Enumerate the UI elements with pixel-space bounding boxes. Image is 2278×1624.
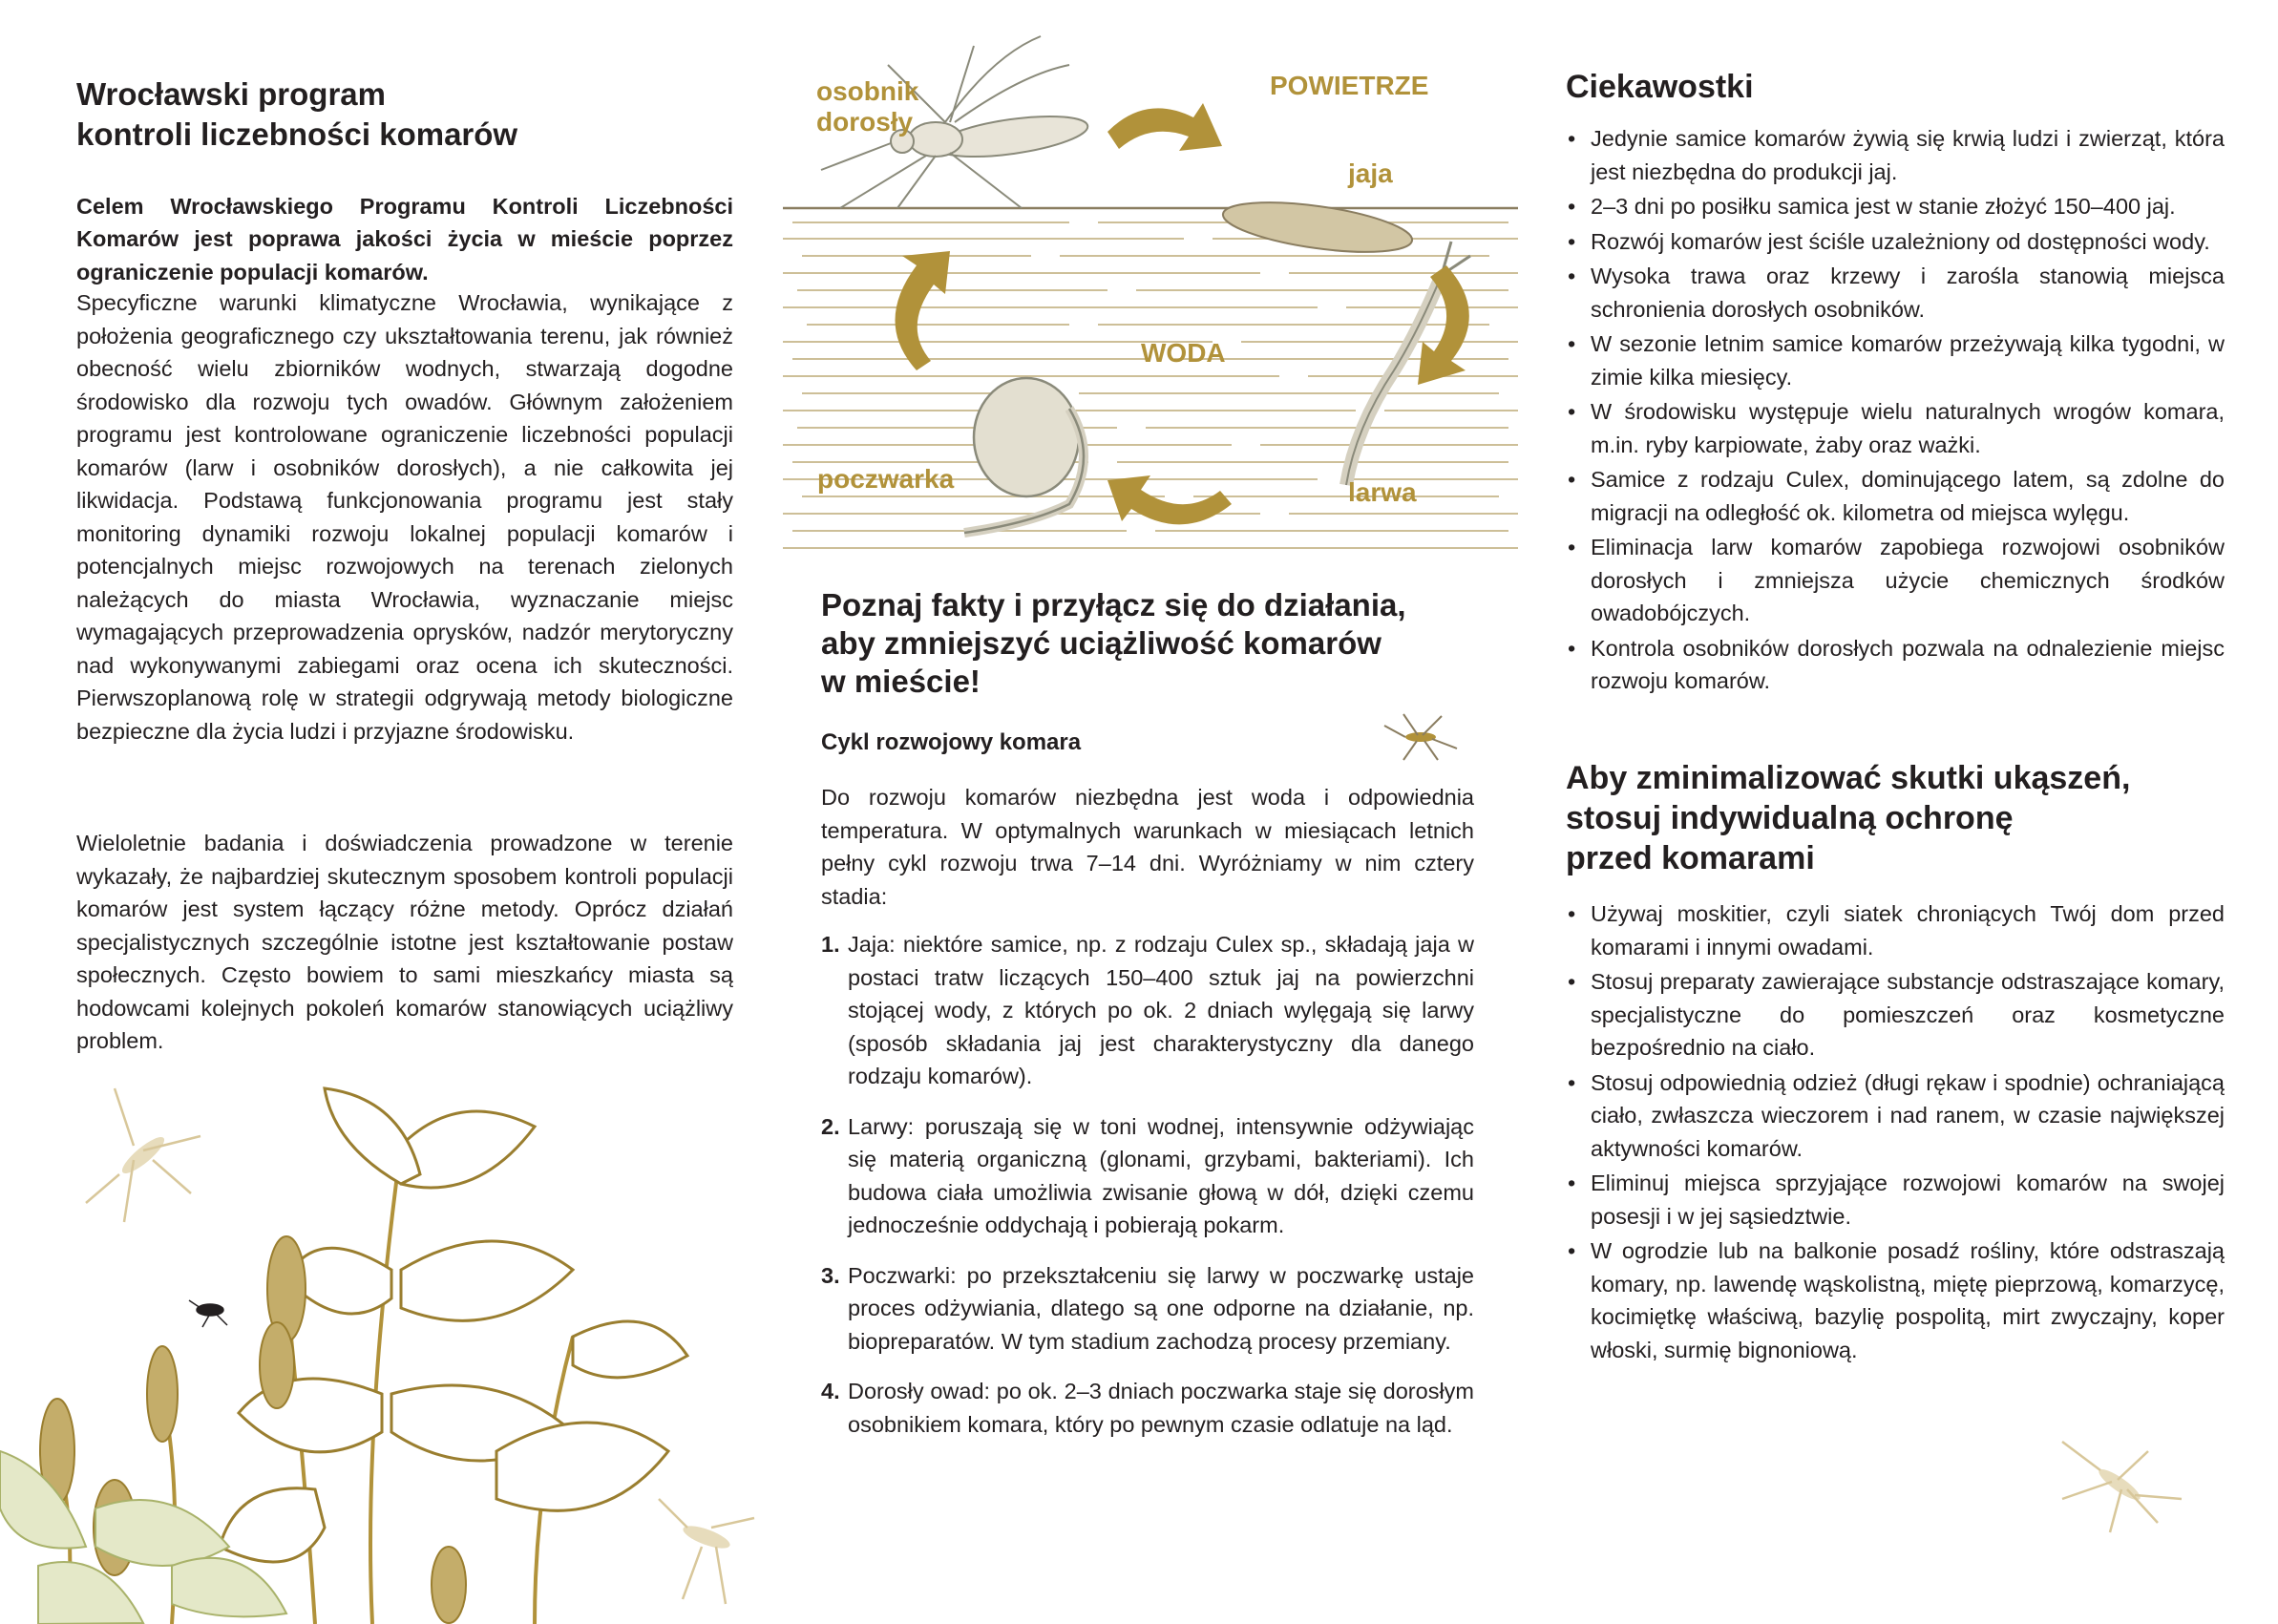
label-adult-line2: dorosły (816, 107, 914, 137)
bullet: • (1568, 331, 1576, 356)
label-eggs: jaja (1348, 158, 1393, 188)
program-paragraph-1: Specyficzne warunki klimatyczne Wrocławia, wynikające z położenia geograficznego czy ukształtowania terenu, jak również obecność wielu zbiorników wodnych, stwarzają dogodne środowisko dla rozwoju tych owadów. Głównym założeniem programu jest kontrolowane ograniczenie liczebności populacji komarów (larw i osobników dorosłych), a nie całkowita jej likwidacja. Podstawą funkcjonowania programu jest stały monitoring dynamiki rozwoju lokalnej populacji komarów i potencjalnych miejsc rozwojowych na terenach zielonych należących do miasta Wrocławia, wyznaczanie miejsc wymagających przeprowadzenia oprysków, nadzór merytoryczny nad wykonywanymi zabiegami oraz ocena ich skuteczności. Pierwszoplanową rolę w strategii odgrywają metody biologiczne bezpieczne dla życia ludzi i przyjazne środowisku. (76, 290, 733, 744)
protection-text: Eliminuj miejsca sprzyjające rozwojowi komarów na swojej posesji i w jej sąsiedztwie. (1591, 1171, 2225, 1229)
program-title-line2: kontroli liczebności komarów (76, 116, 518, 152)
program-lead: Celem Wrocławskiego Programu Kontroli Liczebności Komarów jest poprawa jakości życia w mieście poprzez ograniczenie populacji komarów. (76, 193, 733, 285)
list-item (1566, 327, 2225, 393)
bullet: • (1568, 1238, 1576, 1263)
list-item (1566, 1167, 2225, 1233)
list-item (1566, 463, 2225, 529)
action-title-line1: Poznaj fakty i przyłącz się do działania, (821, 587, 1406, 622)
bullet: • (1568, 635, 1576, 661)
list-item (1566, 632, 2225, 698)
pupa-drawing (964, 378, 1084, 533)
list-item (1566, 965, 2225, 1065)
arrow-larva-to-pupa (1107, 475, 1232, 524)
arrow-pupa-to-adult (896, 251, 951, 370)
list-item (821, 1110, 1474, 1242)
protection-title-line1: Aby zminimalizować skutki ukąszeń, (1566, 760, 2131, 796)
protection-text: Używaj moskitier, czyli siatek chroniących Twój dom przed komarami i innymi owadami. (1591, 901, 2225, 960)
lifecycle-diagram (783, 27, 1518, 561)
stage-text: Jaja: niektóre samice, np. z rodzaju Culex sp., składają jaja w postaci tratw liczących 150–400 sztuk jaj na powierzchni stojącej wody, z których po ok. 2 dniach wylęgają się larwy (sposób składania jaj jest charakterystyczny dla danego rodzaju komarów). (848, 932, 1474, 1088)
bullet: • (1568, 194, 1576, 219)
lifecycle-intro: Do rozwoju komarów niezbędna jest woda i odpowiednia temperatura. W optymalnych warunkach w miesiącach letnich pełny cykl rozwoju trwa 7–14 dni. Wyróżniamy w nim cztery stadia: (821, 785, 1474, 909)
protection-title-line3: przed komarami (1566, 840, 1815, 876)
protection-title (1566, 758, 2130, 878)
bullet: • (1568, 399, 1576, 424)
action-title-line2: aby zmniejszyć uciążliwość komarów (821, 625, 1382, 661)
fact-text: Samice z rodzaju Culex, dominującego latem, są zdolne do migracji na odległość ok. kilometra od miejsca wylęgu. (1591, 467, 2225, 525)
stage-text: Larwy: poruszają się w toni wodnej, intensywnie odżywiając się materią organiczną (glonami, grzybami, bakteriami). Ich budowa ciała umożliwia zwisanie głową w dół, dzięki czemu jednocześnie oddychają i pobierają pokarm. (848, 1113, 1474, 1237)
protection-text: W ogrodzie lub na balkonie posadź rośliny, które odstraszają komary, np. lawendę wąskolistną, miętę pieprzową, komarzycę, kocimiętkę właściwą, bazylię pospolitą, mirt zwyczajny, koper włoski, surmię bignoniową. (1591, 1238, 2225, 1362)
bullet: • (1568, 126, 1576, 151)
stages-list (821, 928, 1474, 1458)
fact-text: W środowisku występuje wielu naturalnych wrogów komara, m.in. ryby karpiowate, żaby oraz ważki. (1591, 399, 2225, 457)
fact-text: Rozwój komarów jest ściśle uzależniony od dostępności wody. (1591, 228, 2210, 254)
list-item (1566, 897, 2225, 963)
facts-list (1566, 122, 2225, 700)
stage-number: 1. (821, 932, 840, 957)
bullet: • (1568, 264, 1576, 288)
list-item (1566, 395, 2225, 461)
lifecycle-subtitle: Cykl rozwojowy komara (821, 729, 1082, 755)
bullet: • (1568, 535, 1576, 559)
mosquito-icon (86, 1088, 200, 1222)
fact-text: Eliminacja larw komarów zapobiega rozwojowi osobników dorosłych i zmniejsza użycie chemicznych środków owadobójczych. (1591, 535, 2225, 625)
protection-text: Stosuj odpowiednią odzież (długi rękaw i spodnie) ochraniającą ciało, zwłaszcza wieczorem i nad ranem, w czasie największej aktywności komarów. (1591, 1069, 2225, 1161)
list-item (1566, 225, 2225, 259)
label-pupa: poczwarka (817, 464, 955, 494)
label-adult-line1: osobnik (816, 76, 919, 106)
label-air: POWIETRZE (1270, 71, 1429, 100)
list-item (821, 1375, 1474, 1441)
fact-text: W sezonie letnim samice komarów przeżywają kilka tygodni, w zimie kilka miesięcy. (1591, 331, 2225, 390)
list-item (1566, 260, 2225, 326)
program-title-line1: Wrocławski program (76, 76, 386, 112)
fact-text: 2–3 dni po posiłku samica jest w stanie złożyć 150–400 jaj. (1591, 194, 2176, 219)
label-adult (816, 76, 918, 137)
bullet: • (1568, 228, 1576, 254)
action-title (821, 586, 1470, 701)
protection-title-line2: stosuj indywidualną ochronę (1566, 800, 2014, 836)
plants-illustration (0, 1050, 764, 1624)
mosquito-icon (1375, 707, 1461, 764)
bullet: • (1568, 901, 1576, 926)
fact-text: Kontrola osobników dorosłych pozwala na odnalezienie miejsc rozwoju komarów. (1591, 635, 2225, 693)
bullet: • (1568, 467, 1576, 492)
list-item (1566, 531, 2225, 630)
stage-number: 2. (821, 1113, 840, 1139)
fact-text: Jedynie samice komarów żywią się krwią ludzi i zwierząt, która jest niezbędna do produkcji jaj. (1591, 126, 2225, 184)
stage-text: Dorosły owad: po ok. 2–3 dniach poczwarka staje się dorosłym osobnikiem komara, który po pewnym czasie odlatuje na ląd. (848, 1379, 1474, 1437)
protection-text: Stosuj preparaty zawierające substancje odstraszające komary, specjalistyczne do pomieszczeń oraz kosmetyczne bezpośrednio na ciało. (1591, 969, 2225, 1060)
list-item (821, 928, 1474, 1093)
list-item (1566, 1066, 2225, 1166)
mosquito-icon (659, 1499, 754, 1604)
arrow-adult-to-eggs (1107, 103, 1222, 151)
program-title (76, 74, 517, 155)
bullet: • (1568, 1171, 1576, 1195)
stage-number: 3. (821, 1262, 840, 1288)
stage-text: Poczwarki: po przekształceniu się larwy w poczwarkę ustaje proces odżywiania, dlatego są one odporne na działanie, np. biopreparatów. W tym stadium zachodzą procesy przemiany. (848, 1262, 1474, 1354)
list-item (1566, 1234, 2225, 1366)
bullet: • (1568, 1069, 1576, 1095)
label-larva: larwa (1348, 477, 1417, 507)
list-item (1566, 190, 2225, 223)
program-paragraph-2: Wieloletnie badania i doświadczenia prowadzone w terenie wykazały, że najbardziej skutecznym sposobem kontroli populacji komarów jest system łączący różne metody. Oprócz działań specjalistycznych szczególnie istotne jest kształtowanie postaw społecznych. Często bowiem to sami mieszkańcy miasta są hodowcami kolejnych pokoleń komarów stanowiących uciążliwy problem. (76, 831, 733, 1053)
protection-list (1566, 897, 2225, 1368)
action-title-line3: w mieście! (821, 664, 981, 699)
facts-title: Ciekawostki (1566, 69, 1754, 105)
label-water: WODA (1141, 338, 1226, 368)
list-item (1566, 122, 2225, 188)
list-item (821, 1259, 1474, 1359)
mosquito-icon (189, 1300, 227, 1327)
mosquito-icon (2043, 1432, 2186, 1537)
bullet: • (1568, 969, 1576, 994)
stage-number: 4. (821, 1379, 840, 1403)
fact-text: Wysoka trawa oraz krzewy i zarośla stanowią miejsca schronienia dorosłych osobników. (1591, 264, 2225, 322)
